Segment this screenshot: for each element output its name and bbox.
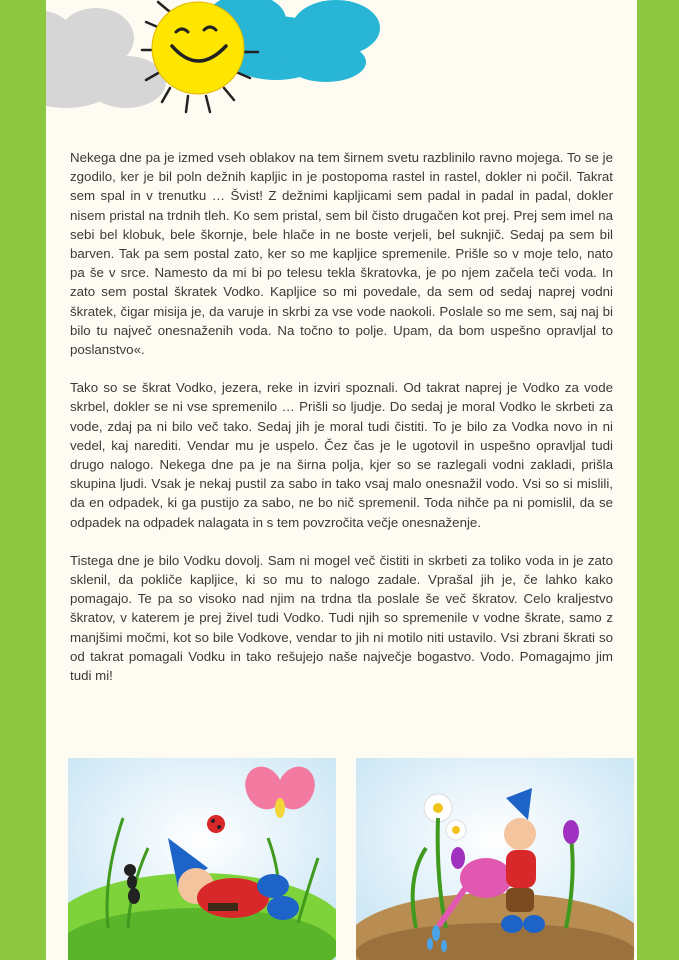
story-page	[46, 0, 637, 960]
sun-cloud-illustration	[46, 0, 386, 140]
story-text	[70, 148, 613, 704]
gnome-watering-illustration	[356, 758, 634, 960]
gnome-resting-illustration	[68, 758, 336, 960]
paragraph-2: Tako so se škrat Vodko, jezera, reke in izviri spoznali. Od takrat naprej je Vodko za vode skrbel, dokler se ni vse spremenilo … Prišli so ljudje. Do sedaj je moral Vodko le skrbeti za vode, zdaj pa ni bilo več tako. Sedaj jih je moral tudi čistiti. To je bilo za Vodka novo in ni vedel, kaj narediti. Vendar mu je uspelo. Čez čas je le ugotovil in uspešno opravljal tudi drugo nalogo. Nekega dne pa je na širna polja, kjer so se razlegali vodni zakladi, prišla skupina ljudi. Vsak je nekaj pustil za sabo in tako vsaj malo onesnažil vodo. Vsi so si mislili, da en odpadek, ki ga pustijo za sabo, ne bo nič spremenil. Toda nihče pa ni pomislil, da se odpadek na odpadek nalagata in s tem povzročita večje onesnaženje.	[70, 380, 613, 530]
ladybug-icon	[207, 815, 225, 833]
paragraph-3: Tistega dne je bilo Vodku dovolj. Sam ni mogel več čistiti in skrbeti za toliko voda in je zato sklenil, da pokliče kapljice, ki so mu to nalogo zadale. Vprašal jih je, če lahko kako pomagajo. Te pa so visoko nad njim na trdna tla poslale še več škratov. Celo kraljestvo škratov, v katerem je prej živel tudi Vodko. Tudi njih so spremenile v vodne škrate, samo z manjšimi močmi, kot so bile Vodkove, vendar to jih ni motilo niti ustavilo. Vsi zbrani škrati so od takrat pomagali Vodku in tako rešujejo naše največje bogastvo. Vodo. Pomagajmo jim tudi mi!	[70, 552, 613, 684]
paragraph-1: Nekega dne pa je izmed vseh oblakov na tem širnem svetu razblinilo ravno mojega. To se je zgodilo, ker je bil poln dežnih kapljic in je postopoma rastel in rastel, dokler ni počil. Takrat sem spal in v trenutku … Švist! Z dežnimi kapljicami sem padal in padal in padal, dokler nisem pristal na trdnih tleh. Ko sem pristal, sem bil čisto drugačen kot prej. Prej sem imel na sebi bel klobuk, bele škornje, bele hlače in ne boste verjeli, bel suknjič. Sedaj pa sem bil barven. Tak pa sem postal zato, ker so me kapljice spremenile. Prišle so v moje telo, nato pa še v srce. Namesto da mi bi po telesu tekla škratovka, je po njem začela teči voda. In zato sem postal škratek Vodko. Kapljice so mi povedale, da sem od sedaj naprej vodni škratek, čigar misija je, da varuje in skrbi za vse vode naokoli. Poslale so me sem, saj naj bi bilo tu največ onesnaženih voda. Na točno to polje. Upam, da bom uspešno opravljal to poslanstvo«.	[70, 150, 613, 358]
